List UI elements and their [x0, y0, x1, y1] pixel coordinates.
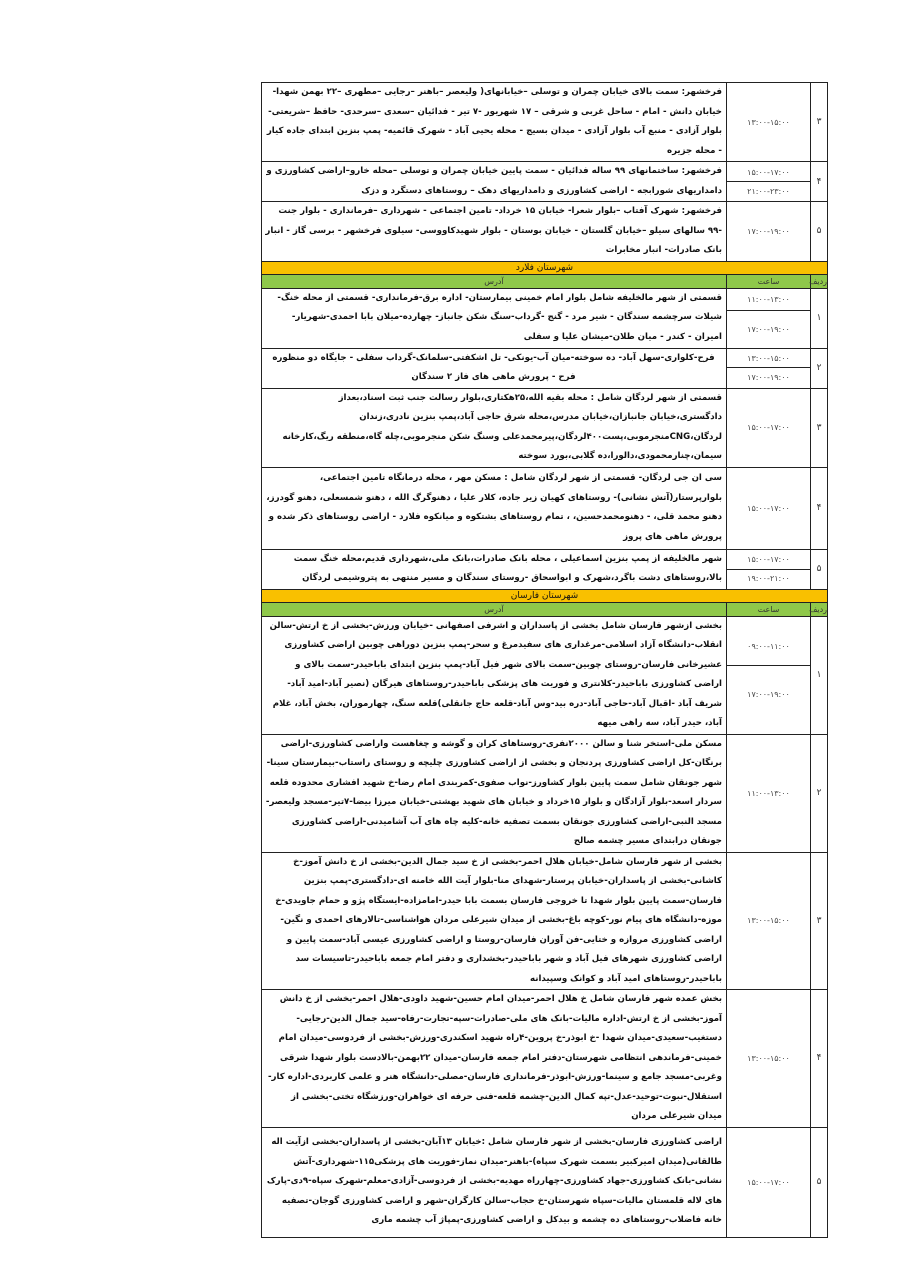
column-header-address: آدرس: [262, 274, 727, 288]
time-range: ۱۳:۰۰-۱۵:۰۰: [727, 350, 810, 368]
time-range: ۱۵:۰۰-۱۷:۰۰: [727, 551, 810, 570]
table-row: [262, 549, 828, 589]
row-number: ۱: [811, 288, 828, 348]
time-range: ۱۷:۰۰-۱۹:۰۰: [747, 372, 790, 382]
table-row: [262, 616, 828, 734]
row-number: ۴: [811, 990, 828, 1128]
outage-schedule-sheet: [262, 82, 828, 1238]
column-header-row: [262, 602, 828, 616]
table-row: [262, 388, 828, 467]
table-row: [262, 288, 828, 348]
table-row: [262, 83, 828, 162]
address-cell: فرخشهر: شهرک آفتاب –بلوار شعرا- خیابان ۱۵ خرداد- تامین اجتماعی - شهرداری –فرمانداری - بلوار جنت -۹۹ سالهای سیلو –خیابان گلستان - خیابان بوستان - بلوار شهیدکاووسی- سیلوی فرخشهر - برسی گاز - انبار بانک صادرات- انبار مخابرات: [262, 202, 727, 262]
column-header-row: [262, 274, 828, 288]
time-range: ۱۳:۰۰-۱۵:۰۰: [727, 83, 811, 162]
row-number: ۵: [811, 1127, 828, 1237]
address-cell: مسکن ملی-استخر شنا و سالن ۲۰۰۰نفری-روستاهای کران و گوشه و چغاهست واراضی کشاورزی-اراضی برنگان-کل اراضی کشاورزی پردنجان و بخشی از اراضی کشاورزی چلیچه و روستای راستاب-بیمارستان سینا-شهر جونقان شامل سمت پایین بلوار کشاورز-نواب صفوی-کمربندی امام رضا-خ شهید افشاری محدوده قلعه سردار اسعد-بلوار آزادگان و بلوار ۱۵خرداد و خیابان های شهید بهشتی-خیابان میرزا بیضا-۷تیر-مسجد ولیعصر-مسجد النبی-اراضی کشاورزی جونقان بسمت تصفیه خانه-کلیه چاه های آب آشامیدنی-اراضی کشاورزی جونقان درابتدای مسیر چشمه صالح: [262, 734, 727, 852]
address-cell: فرح-کلواری-سهل آباد- ده سوخته-میان آب-یونکی- تل اشکفتی-سلمانک-گرداب سفلی - جایگاه دو منظوره فرح - پرورش ماهی های فاز ۲ سندگان: [262, 348, 727, 388]
column-header-time: ساعت: [727, 602, 811, 616]
outage-schedule-table: [261, 82, 828, 1238]
time-range-group: [727, 616, 811, 734]
section-title: شهرستان فلارد: [262, 261, 828, 274]
address-cell: قسمتی از شهر لردگان شامل : محله بقیه الله،۲۵هکتاری،بلوار رسالت جنب ثبت اسناد،بعداز دادگستری،خیابان جانبازان،خیابان مدرس،محله شرق حاجی آباد،پمپ بنزین نادری،زندان لردگان،CNGمنجرموبی،پست۴۰۰لردگان،پیرمحمدعلی وسنگ شکن منجرموبی،چله گاه،منطقه ریگ،کارخانه سیمان،چنارمحمودی،دالورا،ده گلابی،بورد سوخته: [262, 388, 727, 467]
table-row: [262, 162, 828, 202]
column-header-time: ساعت: [727, 274, 811, 288]
address-cell: فرخشهر: ساختمانهای ۹۹ ساله فدائیان - سمت پایین خیابان چمران و توسلی –محله خارو–اراضی کشاورزی و دامداریهای شورابجه - اراضی کشاورزی و دامداریهای دهک – روستاهای دستگرد و دزک: [262, 162, 727, 202]
section-header-falard: [262, 261, 828, 274]
section-header-farsan: [262, 589, 828, 602]
row-number: ۵: [811, 549, 828, 589]
time-range: ۱۵:۰۰-۱۷:۰۰: [727, 467, 811, 549]
table-row: [262, 202, 828, 262]
address-cell: بخشی از شهر فارسان شامل-خیابان هلال احمر-بخشی از خ سید جمال الدین-بخشی از خ دانش آموز-خ کاشانی-بخشی از پاسداران-خیابان پرستار-شهدای منا-بلوار آیت الله خامنه ای-دادگستری-پمپ بنزین فارسان-سمت پایین بلوار شهدا تا خروجی فارسان بسمت بابا حیدر-امامزاده-ایستگاه پژو و حمام جاویدی-خ موزه-دانشگاه های پیام نور-کوچه باغ-بخشی از میدان شیرعلی مردان هواشناسی-تالارهای احمدی و نگین-اراضی کشاورزی مروازه و ختایی-فن آوران فارسان-روستا و اراضی کشاورزی عیسی آباد-سمت پایین و اراضی کشاورزی شهرهای فیل آباد و شهر باباحیدر-بخشداری و دفتر امام جمعه باباحیدر-تاسیسات سد باباحیدر-روستاهای امید آباد و کوانک وسپیدانه: [262, 852, 727, 990]
column-header-num: ردیف: [811, 602, 828, 616]
time-range: ۱۵:۰۰-۱۷:۰۰: [727, 1127, 811, 1237]
row-number: ۲: [811, 348, 828, 388]
table-row: [262, 467, 828, 549]
table-row: [262, 990, 828, 1128]
address-cell: بخش عمده شهر فارسان شامل خ هلال احمر-میدان امام حسین-شهید داودی-هلال احمر-بخشی از خ دانش آموز-بخشی از خ ارتش-اداره مالیات-بانک های ملی-صادرات-سپه-تجارت-رفاه-سید جمال الدین-رجایی-دستغیب-سعیدی-میدان شهدا -خ ابوذر-خ پروین-۴راه شهید اسکندری-ورزش-بخشی از فردوسی-میدان امام خمینی-فرماندهی انتظامی شهرستان-دفتر امام جمعه فارسان-میدان ۲۲بهمن-بالادست بلوار شهدا شرقی وغربی-مسجد جامع و سینما-ورزش-ابوذر-فرمانداری فارسان-مصلی-دانشگاه هنر و علمی کاربردی-اداره کار-استقلال-نبوت-توحید-عدل-تپه کمال الدین-چشمه قلعه-فنی حرفه ای خواهران-ورزشگاه تختی-بخشی از میدان شیرعلی مردان: [262, 990, 727, 1128]
section-title: شهرستان فارسان: [262, 589, 828, 602]
row-number: ۱: [811, 616, 828, 734]
row-number: ۴: [811, 162, 828, 202]
table-row: [262, 734, 828, 852]
address-cell: اراضی کشاورزی فارسان-بخشی از شهر فارسان شامل :خیابان ۱۳آبان-بخشی از پاسداران-بخشی ازآیت اله طالقانی(میدان امیرکبیر بسمت شهرک سپاه)-باهنر-میدان نماز-فوریت های پزشکی۱۱۵-شهرداری-آتش نشانی-بانک کشاورزی-جهاد کشاورزی-چهارراه مهدیه-بخشی از فردوسی-آزادی-معلم-شهرک سپاه-۹دی-پارک های لاله قلمستان مالیات-سپاه شهرستان-خ حجاب-سالن کارگران-شهر و اراضی کشاورزی گوجان-تصفیه خانه فاضلاب-روستاهای ده چشمه و بیدکل و اراضی کشاورزی-پمپاژ آب چشمه ماری: [262, 1127, 727, 1237]
time-range: ۱۷:۰۰-۱۹:۰۰: [747, 324, 790, 334]
time-range: ۱۵:۰۰-۱۷:۰۰: [727, 388, 811, 467]
column-header-address: آدرس: [262, 602, 727, 616]
time-range-group: [727, 549, 811, 589]
address-cell: شهر مالخلیفه از پمپ بنزین اسماعیلی ، محله بانک صادرات،بانک ملی،شهرداری قدیم،محله خنگ سمت بالا،روستاهای دشت باگرد،شهرک و ابواسحاق -روستای سندگان و مسیر منتهی به پتروشیمی لردگان: [262, 549, 727, 589]
time-range-group: [727, 162, 811, 202]
address-cell: فرخشهر: سمت بالای خیابان چمران و توسلی –خیابانهای( ولیعصر –باهنر –رجایی –مطهری –۲۲ بهمن شهدا- خیابان دانش - امام - ساحل غربی و شرقی – ۱۷ شهریور -۷ تیر - فدائیان –سعدی –سرحدی- حافظ –شریعتی- بلوار آزادی - منبع آب بلوار آزادی - میدان بسیج - محله یحیی آباد - شهرک قائمیه- پمپ بنزین ابتدای جاده کیار - محله جزیره: [262, 83, 727, 162]
row-number: ۳: [811, 388, 828, 467]
time-range: ۰۹:۰۰-۱۱:۰۰: [727, 628, 810, 666]
row-number: ۴: [811, 467, 828, 549]
row-number: ۳: [811, 852, 828, 990]
time-range: ۱۳:۰۰-۱۵:۰۰: [727, 852, 811, 990]
time-range: ۱۱:۰۰-۱۳:۰۰: [727, 734, 811, 852]
table-row: [262, 348, 828, 388]
table-row: [262, 852, 828, 990]
address-cell: قسمتی از شهر مالخلیفه شامل بلوار امام خمینی بیمارستان- اداره برق-فرمانداری- قسمتی از محله خنگ-شیلات سرچشمه سندگان - شیر مرد - گنج -گرداب-سنگ شکن جانباز- چهارده-میلان بابا احمدی-شهریار-امیران - کندر - میان طلان-میشان علیا و سفلی: [262, 288, 727, 348]
time-range: ۱۱:۰۰-۱۳:۰۰: [727, 289, 810, 311]
row-number: ۲: [811, 734, 828, 852]
time-range: ۱۳:۰۰-۱۵:۰۰: [727, 990, 811, 1128]
time-range: ۱۷:۰۰-۱۹:۰۰: [727, 202, 811, 262]
time-range: ۱۵:۰۰-۱۷:۰۰: [727, 163, 810, 182]
time-range: ۱۹:۰۰-۲۱:۰۰: [747, 574, 790, 583]
time-range-group: [727, 288, 811, 348]
table-row: [262, 1127, 828, 1237]
row-number: ۳: [811, 83, 828, 162]
row-number: ۵: [811, 202, 828, 262]
time-range: ۲۱:۰۰-۲۳:۰۰: [747, 186, 790, 196]
column-header-num: ردیف: [811, 274, 828, 288]
address-cell: بخشی ازشهر فارسان شامل بخشی از پاسداران و اشرفی اصفهانی -خیابان ورزش-بخشی از خ ارتش-سالن انقلاب-دانشگاه آزاد اسلامی-مرغداری های سفیدمرغ و سحر-پمپ بنزین دوراهی چوبین اراضی کشاورزی عشیرخانی فارسان-روستای چوبین-سمت بالای شهر فیل آباد-پمپ بنزین ابتدای باباحیدر-سمت بالای و اراضی کشاورزی باباحیدر-کلانتری و فوریت های پزشکی باباحیدر-روستاهای هیرگان (نصیر آباد-امید آباد-شریف آباد -اقبال آباد-حاجی آباد-دره بید-وس آباد-قلعه حاج جانقلی)قلعه سنگ، چهارموران، بخش آباد، غلام آباد، حیدر آباد، سه راهی میهه: [262, 616, 727, 734]
time-range-group: [727, 348, 811, 388]
address-cell: سی ان جی لردگان- قسمتی از شهر لردگان شامل : مسکن مهر ، محله درمانگاه تامین اجتماعی، بلوارپرستار(آتش نشانی)- روستاهای کهیان زیر جاده، کلار علیا ، دهنوگرگ الله ، دهنو شمسعلی، دهنو گودرز، دهنو محمد قلی، - دهنومحمدحسین، ، تمام روستاهای بشتکوه و میانکوه فلارد - اراضی روستاهای ذکر شده و پرورش ماهی های پروز: [262, 467, 727, 549]
time-range: ۱۷:۰۰-۱۹:۰۰: [747, 689, 790, 699]
